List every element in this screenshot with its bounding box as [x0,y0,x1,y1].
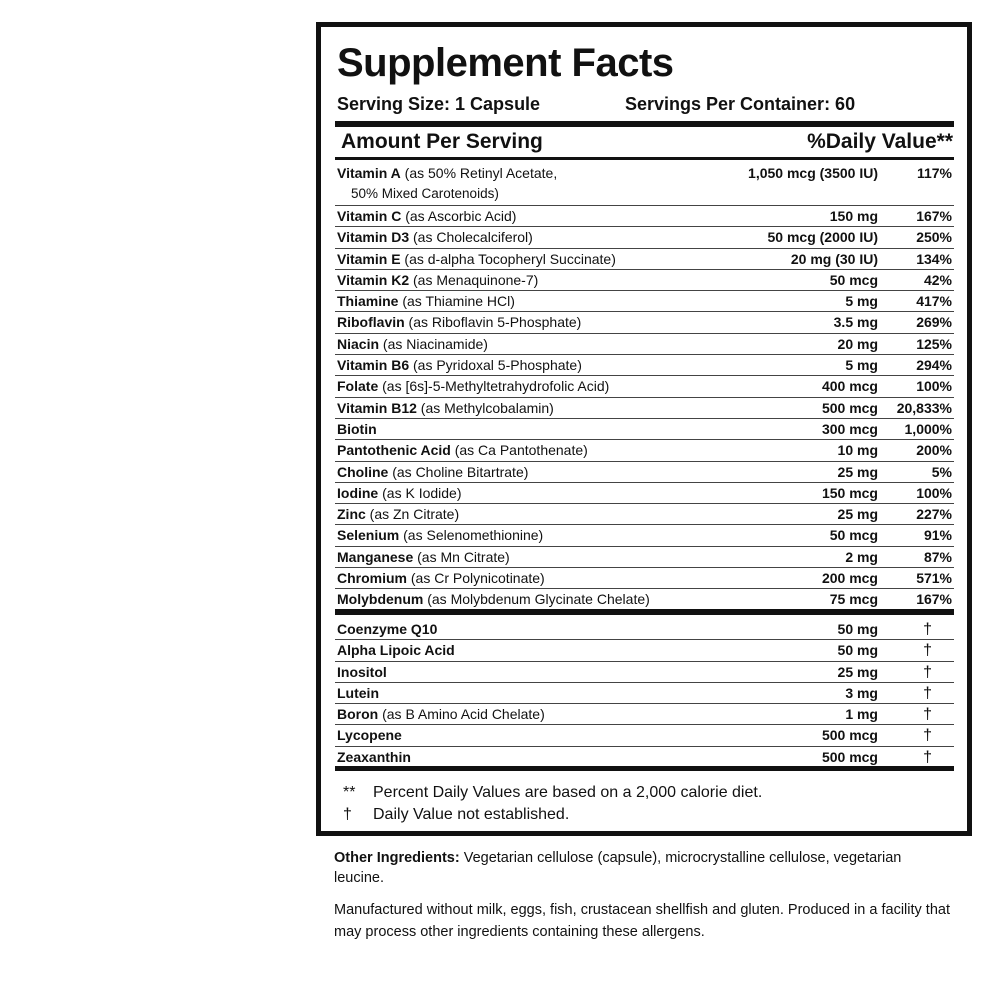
nutrient-amount: 5 mg [845,357,878,374]
nutrient-row [335,547,954,568]
nutrient-name-cell [337,589,650,610]
daily-value-percent: 91% [923,527,952,544]
nutrient-name: Chromium [337,570,407,587]
nutrient-amount: 10 mg [837,442,878,459]
nutrient-name: Zeaxanthin [337,748,411,765]
servings-per-container: Servings Per Container: 60 [625,94,856,114]
nutrient-source: (as B Amino Acid Chelate) [378,706,545,723]
nutrient-name-cell [337,270,538,291]
daily-value-percent: 125% [916,335,952,352]
nutrient-source: (as K Iodide) [378,484,462,501]
nutrient-name-cell [337,683,379,704]
daily-value-percent: 1,000% [904,420,952,437]
header-divider [335,157,954,160]
dagger-symbol: † [923,706,932,724]
nutrient-amount: 1 mg [845,706,878,723]
daily-value-percent: 5% [931,463,952,480]
nutrient-row [335,206,954,227]
daily-value-percent: 42% [923,271,952,288]
nutrient-row [335,398,954,419]
nutrient-name: Vitamin A [337,165,401,181]
nutrient-name-cell [337,355,582,376]
nutrient-amount: 1,050 mcg (3500 IU) [748,165,878,181]
nutrient-amount: 25 mg [837,463,878,480]
nutrient-name-cell [337,568,545,589]
nutrient-row [335,227,954,248]
nutrient-name-cell [337,376,609,397]
nutrient-row [335,619,954,640]
nutrient-amount: 3.5 mg [833,314,878,331]
daily-value-percent: 100% [916,378,952,395]
nutrient-name: Vitamin B6 [337,357,410,374]
nutrient-amount: 2 mg [845,548,878,565]
nutrient-amount: 200 mcg [821,570,878,587]
thick-divider [335,121,954,127]
other-ingredient-list [335,619,954,768]
nutrient-name-cell [337,398,554,419]
other-ingredients-text: Vegetarian cellulose (capsule), microcrystalline cellulose, vegetarian leucine. [334,850,902,886]
nutrient-amount: 500 mcg [821,748,878,765]
allergen-statement: Manufactured without milk, eggs, fish, crustacean shellfish and gluten. Produced in a facility that may process other ingredients containing these allergens. [334,902,950,940]
nutrient-source: (as Selenomethionine) [399,527,544,544]
nutrient-amount: 500 mcg [821,399,878,416]
serving-size: Serving Size: 1 Capsule [337,94,541,114]
nutrient-name-cell [337,291,515,312]
nutrient-source: (as Niacinamide) [379,335,488,352]
nutrient-amount: 75 mcg [829,591,878,608]
nutrient-amount: 150 mg [829,208,878,224]
vitamin-mineral-list [335,163,954,611]
nutrient-name: Alpha Lipoic Acid [337,642,455,659]
nutrient-name: Iodine [337,484,379,501]
nutrient-row [335,662,954,683]
nutrient-name: Zinc [337,506,366,523]
nutrient-name-cell [337,640,455,661]
nutrient-source: (as [6s]-5-Methyltetrahydrofolic Acid) [378,378,610,395]
nutrient-row [335,419,954,440]
nutrient-row [335,312,954,333]
nutrient-source: (as Menaquinone-7) [409,271,539,288]
daily-value-percent: 200% [916,442,952,459]
nutrient-name: Thiamine [337,293,399,310]
daily-value-percent: 571% [916,570,952,587]
daily-value-percent: 269% [916,314,952,331]
nutrient-name: Inositol [337,663,387,680]
nutrient-source: (as Zn Citrate) [365,506,460,523]
nutrient-name-cell [337,249,616,270]
daily-value-percent: 100% [916,484,952,501]
daily-value-percent: 294% [916,357,952,374]
nutrient-name: Coenzyme Q10 [337,621,438,637]
nutrient-name-cell [337,462,528,483]
daily-value-percent: 117% [916,165,952,181]
nutrient-row [335,163,954,206]
nutrient-name-cell [337,163,557,203]
nutrient-name: Vitamin B12 [337,399,417,416]
nutrient-row [335,704,954,725]
nutrient-name: Boron [337,706,379,723]
nutrient-row [335,525,954,546]
nutrient-name-cell [337,547,510,568]
nutrient-name: Manganese [337,548,414,565]
nutrient-name-cell [337,619,437,640]
nutrient-name-cell [337,662,387,683]
nutrient-name-cell [337,483,462,504]
nutrient-source: (as Choline Bitartrate) [388,463,529,480]
nutrient-name: Molybdenum [337,591,424,608]
nutrient-name: Vitamin D3 [337,229,410,246]
dagger-symbol: † [923,684,932,702]
nutrient-name: Niacin [337,335,380,352]
nutrient-name-cell [337,504,459,525]
nutrient-row [335,440,954,461]
footnote-daily-values [343,783,762,803]
nutrient-name-cell [337,227,533,248]
supplement-facts-panel [316,22,972,836]
daily-value-percent: 417% [916,293,952,310]
nutrient-row [335,462,954,483]
nutrient-name: Vitamin C [337,208,402,224]
nutrient-amount: 50 mg [837,621,878,637]
nutrient-amount: 25 mg [837,663,878,680]
nutrient-source: (as d-alpha Tocopheryl Succinate) [400,250,616,267]
nutrient-amount: 25 mg [837,506,878,523]
footnote-not-established [343,805,569,825]
nutrient-source: (as Thiamine HCl) [398,293,515,310]
nutrient-name-cell [337,747,411,768]
nutrient-source: (as 50% Retinyl Acetate, [400,165,558,181]
footnote-divider [335,766,954,771]
panel-title: Supplement Facts [337,41,674,85]
nutrient-row [335,589,954,610]
nutrient-source: (as Cholecalciferol) [409,229,533,246]
daily-value-header: %Daily Value** [807,130,953,153]
nutrient-row [335,376,954,397]
daily-value-percent: 167% [916,208,952,224]
nutrient-name-cell [337,312,581,333]
nutrient-amount: 50 mcg [829,527,878,544]
nutrient-source-line2: 50% Mixed Carotenoids) [351,186,499,201]
daily-value-percent: 20,833% [896,399,952,416]
nutrient-source: (as Methylcobalamin) [416,399,554,416]
nutrient-name: Biotin [337,420,377,437]
nutrient-name-cell [337,440,588,461]
nutrient-name: Vitamin K2 [337,271,410,288]
nutrient-name: Folate [337,378,379,395]
nutrient-row [335,270,954,291]
nutrient-amount: 20 mg [837,335,878,352]
footnote-symbol: ** [343,784,356,801]
nutrient-name-cell [337,525,543,546]
nutrient-amount: 20 mg (30 IU) [790,250,878,267]
nutrient-amount: 150 mcg [821,484,878,501]
nutrient-name: Vitamin E [337,250,401,267]
nutrient-amount: 500 mcg [821,727,878,744]
daily-value-percent: 87% [923,548,952,565]
dagger-symbol: † [923,663,932,681]
nutrient-row [335,355,954,376]
other-ingredients-label: Other Ingredients: [334,850,460,866]
nutrient-row [335,747,954,768]
nutrient-row [335,504,954,525]
nutrient-row [335,249,954,270]
nutrient-name-cell [337,725,402,746]
nutrient-source: (as Pyridoxal 5-Phosphate) [409,357,582,374]
nutrient-source: (as Riboflavin 5-Phosphate) [404,314,582,331]
nutrient-source: (as Cr Polynicotinate) [407,570,545,587]
nutrient-source: (as Ascorbic Acid) [401,208,517,224]
nutrient-row [335,291,954,312]
daily-value-percent: 250% [916,229,952,246]
nutrient-amount: 50 mg [837,642,878,659]
dagger-symbol: † [923,621,932,638]
nutrient-source: (as Mn Citrate) [413,548,510,565]
amount-per-serving-header: Amount Per Serving [341,130,543,153]
nutrient-amount: 3 mg [845,684,878,701]
section-divider [335,609,954,615]
nutrient-name-cell [337,206,516,227]
nutrient-amount: 50 mcg [829,271,878,288]
nutrient-amount: 5 mg [845,293,878,310]
other-ingredients [334,848,954,888]
nutrient-name: Lycopene [337,727,402,744]
nutrient-name: Selenium [337,527,400,544]
daily-value-percent: 134% [916,250,952,267]
nutrient-name: Pantothenic Acid [337,442,451,459]
dagger-symbol: † [923,748,932,766]
nutrient-row [335,334,954,355]
nutrient-row [335,483,954,504]
nutrient-amount: 400 mcg [821,378,878,395]
nutrient-name-cell [337,419,377,440]
dagger-symbol: † [923,727,932,745]
nutrient-amount: 300 mcg [821,420,878,437]
nutrient-source: (as Ca Pantothenate) [450,442,588,459]
nutrient-source: (as Molybdenum Glycinate Chelate) [423,591,650,608]
nutrient-row [335,725,954,746]
nutrient-name: Choline [337,463,389,480]
nutrient-name: Riboflavin [337,314,405,331]
nutrient-name-cell [337,704,545,725]
nutrient-name-cell [337,334,488,355]
dagger-symbol: † [923,642,932,660]
footnote-text: Daily Value not established. [373,806,570,823]
daily-value-percent: 227% [916,506,952,523]
nutrient-row [335,640,954,661]
footnote-symbol: † [343,806,352,823]
nutrient-name: Lutein [337,684,379,701]
nutrient-row [335,568,954,589]
nutrient-amount: 50 mcg (2000 IU) [767,229,878,246]
footnote-text: Percent Daily Values are based on a 2,000 calorie diet. [373,784,763,801]
daily-value-percent: 167% [916,591,952,608]
nutrient-row [335,683,954,704]
